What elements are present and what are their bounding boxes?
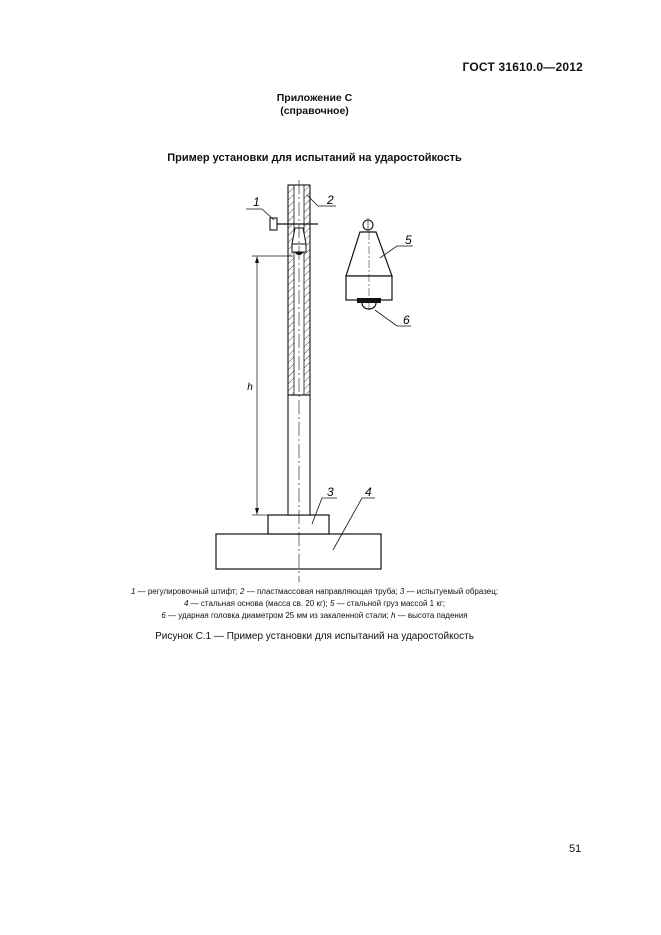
tube-wall-left — [288, 185, 294, 395]
annex-subtitle: (справочное) — [280, 105, 349, 117]
height-label: h — [247, 382, 253, 393]
callout-2: 2 — [327, 193, 334, 207]
callout-1: 1 — [253, 195, 260, 209]
callout-6: 6 — [403, 313, 410, 327]
annex-title: Приложение С — [276, 92, 353, 104]
figure-caption: Рисунок С.1 — Пример установки для испытаний на ударостойкость — [155, 631, 474, 642]
legend-line-2: 4 — стальная основа (масса св. 20 кг); 5 — стальной груз массой 1 кг; — [184, 599, 445, 608]
figure-title: Пример установки для испытаний на ударостойкость — [167, 152, 462, 164]
legend-line-3: 6 — ударная головка диаметром 25 мм из закаленной стали; h — высота падения — [161, 611, 468, 620]
dim-arrow-top — [255, 256, 259, 263]
dim-arrow-bottom — [255, 508, 259, 515]
figure-legend — [0, 586, 629, 622]
test-specimen — [268, 515, 329, 534]
callout-4: 4 — [365, 485, 372, 499]
callout-3: 3 — [327, 485, 334, 499]
tube-wall-right — [304, 185, 310, 395]
legend-line-1: 1 — регулировочный штифт; 2 — пластмассовая направляющая труба; 3 — испытуемый образец; — [130, 587, 499, 596]
steel-base — [216, 534, 381, 569]
callout-5: 5 — [405, 233, 412, 247]
page-number: 51 — [569, 843, 582, 855]
standard-number: ГОСТ 31610.0—2012 — [462, 60, 583, 74]
